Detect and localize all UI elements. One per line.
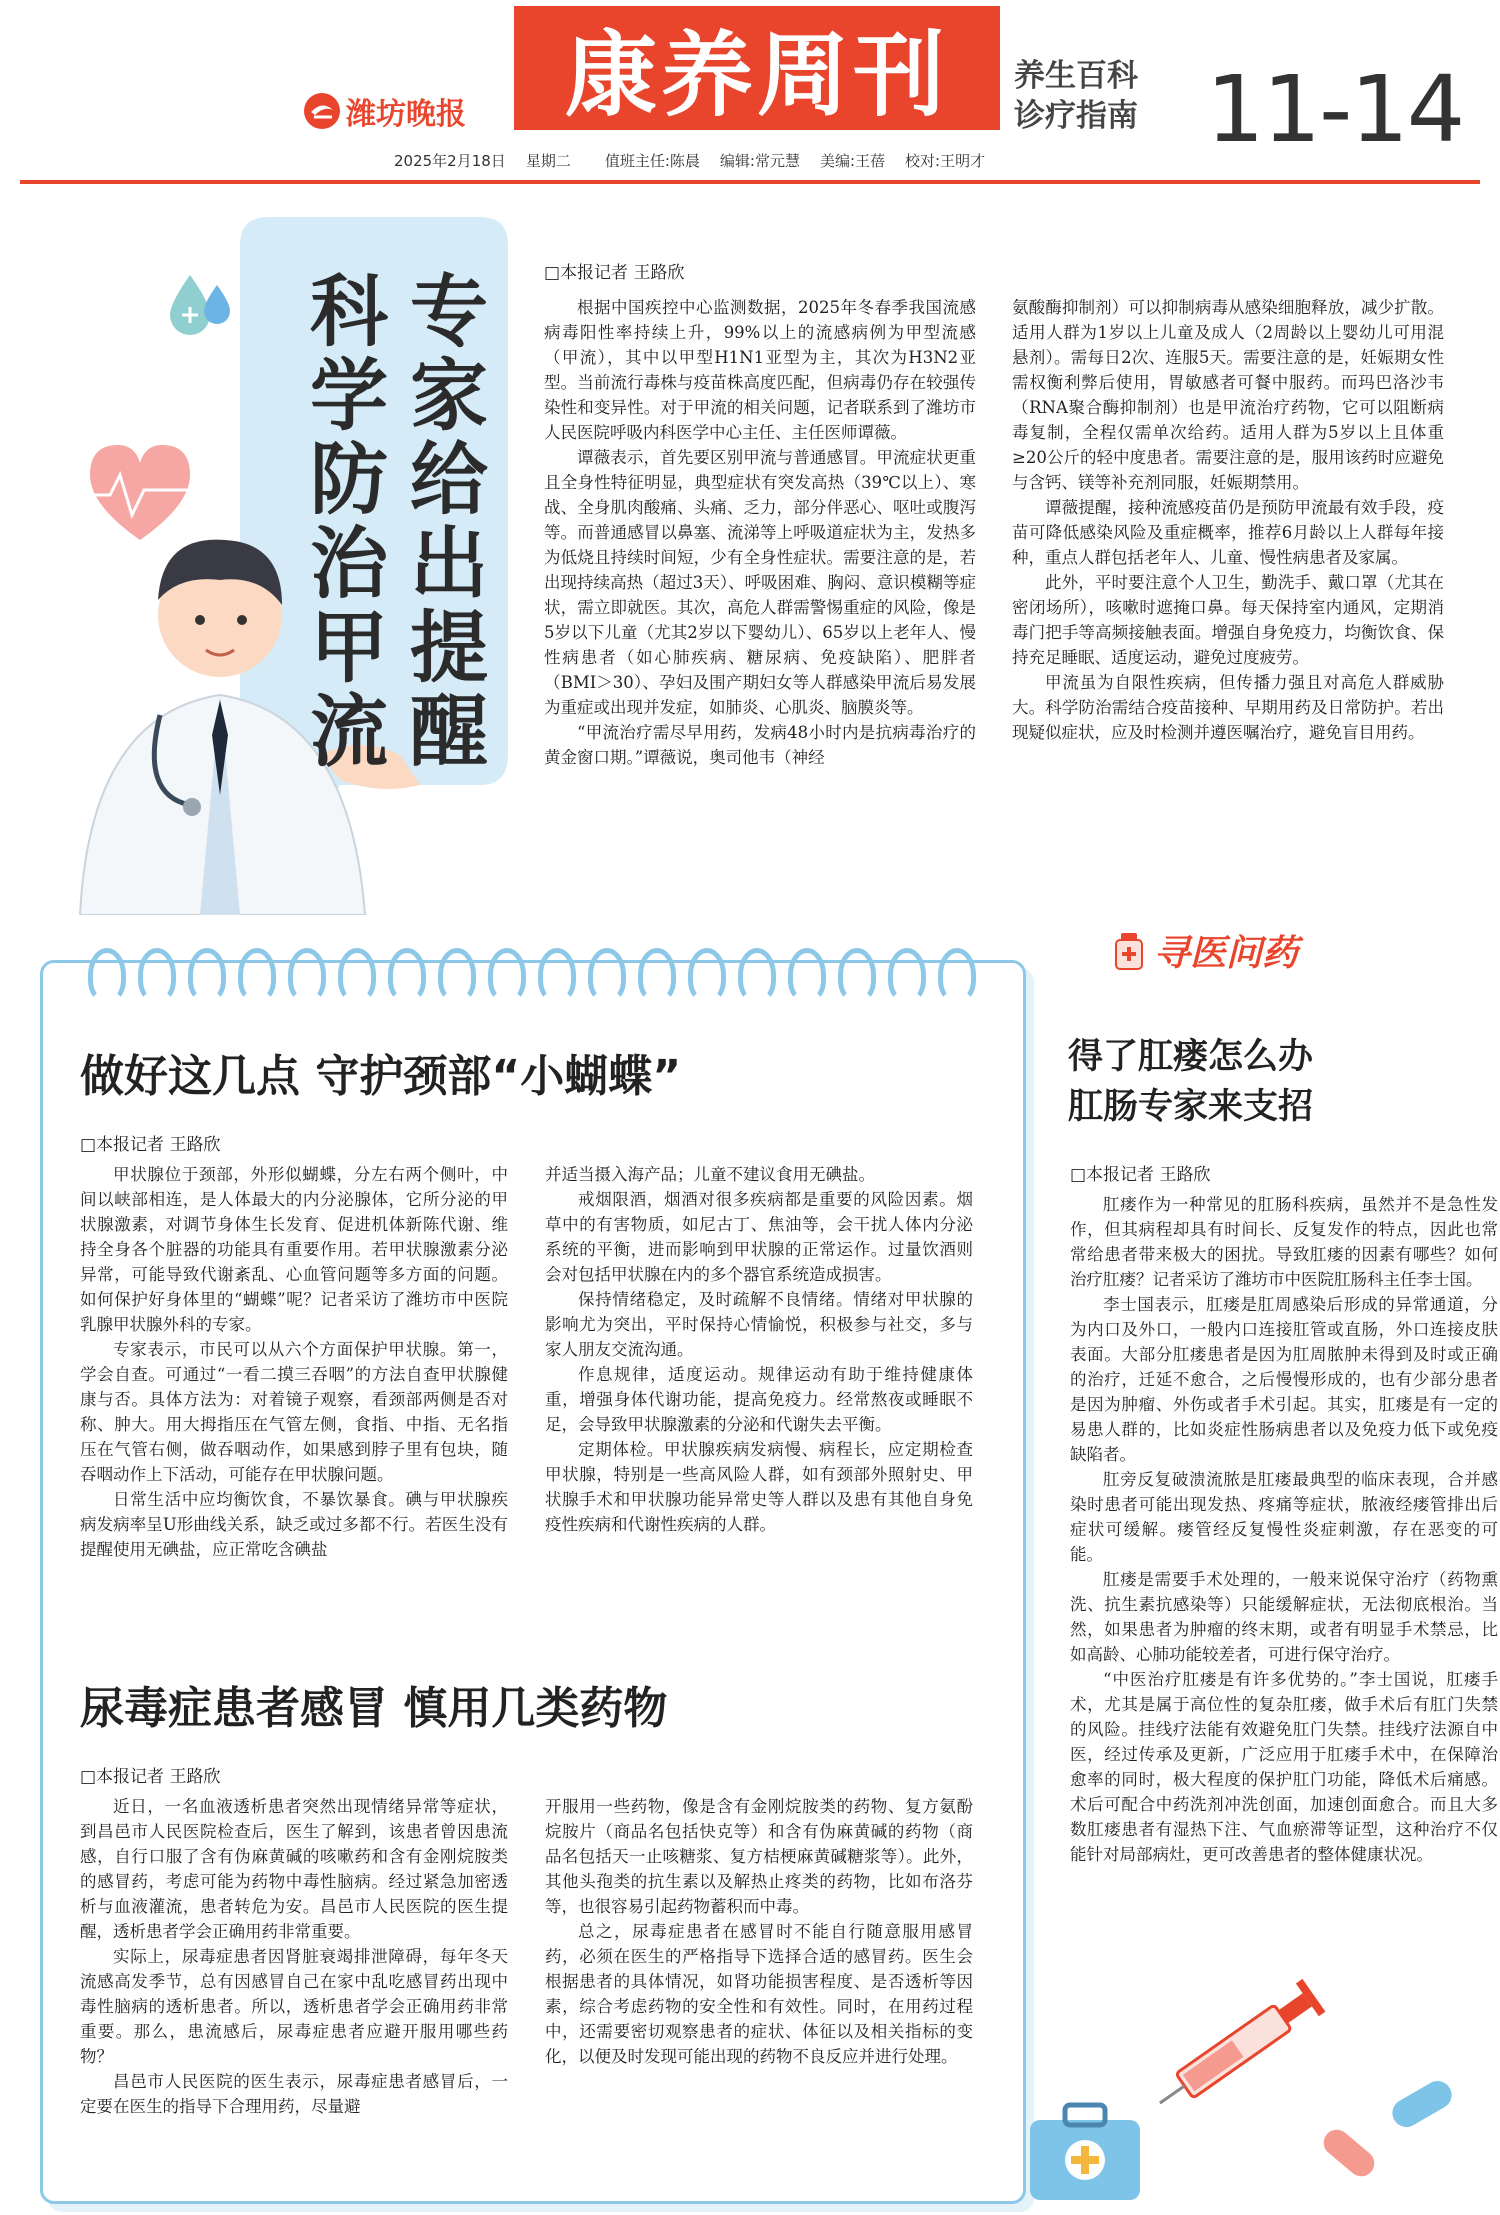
newspaper-logo xyxy=(302,90,466,132)
thyroid-column-2 xyxy=(545,1162,973,1612)
thyroid-column-1 xyxy=(80,1162,508,1612)
notebook-ring xyxy=(838,948,876,1002)
anal-paragraph: 李士国表示，肛瘘是肛周感染后形成的异常通道，分为内口及外口，一般内口连接肛管或直肠，外口连接皮肤表面。大部分肛瘘患者是因为肛周脓肿未得到及时或正确的治疗，迁延不愈合，之后慢慢形成的，也有少部分患者是因为肿瘤、外伤或者手术引起。其实，肛瘘是有一定的易患人群的，比如炎症性肠病患者以及免疫力低下或免疫缺陷者。 xyxy=(1070,1295,1498,1464)
flu-paragraph: 谭薇提醒，接种流感疫苗仍是预防甲流最有效手段，疫苗可降低感染风险及重症概率，推荐6月龄以上人群每年接种，重点人群包括老年人、儿童、慢性病患者及家属。 xyxy=(1012,498,1444,567)
thyroid-paragraph: 专家表示，市民可以从六个方面保护甲状腺。第一，学会自查。可通过“一看二摸三吞咽”的方法自查甲状腺健康与否。具体方法为：对着镜子观察，看颈部两侧是否对称、肿大。用大拇指压在气管左侧，食指、中指、无名指压在气管右侧，做吞咽动作，如果感到脖子里有包块，随吞咽动作上下活动，可能存在甲状腺问题。 xyxy=(80,1340,508,1484)
flu-paragraph: 甲流虽为自限性疾病，但传播力强且对高危人群威胁大。科学防治需结合疫苗接种、早期用药及日常防护。若出现疑似症状，应及时检测并遵医嘱治疗，避免盲目用药。 xyxy=(1012,673,1444,742)
proofreader: 校对:王明才 xyxy=(905,152,986,170)
thyroid-paragraph: 定期体检。甲状腺疾病发病慢、病程长，应定期检查甲状腺，特别是一些高风险人群，如有颈部外照射史、甲状腺手术和甲状腺功能异常史等人群以及患有其他自身免疫性疾病和代谢性疾病的人群。 xyxy=(545,1440,973,1534)
uremia-paragraph: 实际上，尿毒症患者因肾脏衰竭排泄障碍，每年冬天流感高发季节，总有因感冒自己在家中乱吃感冒药出现中毒性脑病的透析患者。所以，透析患者学会正确用药非常重要。那么，患流感后，尿毒症患者应避开服用哪些药物？ xyxy=(80,1947,508,2066)
tagline-line-1: 养生百科 xyxy=(1014,58,1138,94)
anal-paragraph: 肛瘘是需要手术处理的，一般来说保守治疗（药物熏洗、抗生素抗感染等）只能缓解症状，无法彻底根治。当然，如果患者为肿瘤的终末期，或者有明显手术禁忌，比如高龄、心肺功能较差者，可进行保守治疗。 xyxy=(1070,1570,1498,1664)
thyroid-byline: □本报记者 王路欣 xyxy=(80,1135,221,1155)
thyroid-paragraph: 日常生活中应均衡饮食，不暴饮暴食。碘与甲状腺疾病发病率呈U形曲线关系，缺乏或过多都不行。若医生没有提醒使用无碘盐，应正常吃含碘盐 xyxy=(80,1490,508,1559)
uremia-column-1 xyxy=(80,1794,508,2184)
notebook-ring xyxy=(788,948,826,1002)
anal-paragraph: 肛瘘作为一种常见的肛肠科疾病，虽然并不是急性发作，但其病程却具有时间长、反复发作的特点，因此也常常给患者带来极大的困扰。导致肛瘘的因素有哪些？如何治疗肛瘘？记者采访了潍坊市中医院肛肠科主任李士国。 xyxy=(1070,1195,1498,1289)
thyroid-paragraph: 戒烟限酒，烟酒对很多疾病都是重要的风险因素。烟草中的有害物质，如尼古丁、焦油等，会干扰人体内分泌系统的平衡，进而影响到甲状腺的正常运作。过量饮酒则会对包括甲状腺在内的多个器官系统造成损害。 xyxy=(545,1190,973,1284)
uremia-paragraph: 开服用一些药物，像是含有金刚烷胺类的药物、复方氨酚烷胺片（商品名包括快克等）和含有伪麻黄碱的药物（商品名包括天一止咳糖浆、复方桔梗麻黄碱糖浆等）。此外，其他头孢类的抗生素以及解热止疼类的药物，比如布洛芬等，也很容易引起药物蓄积而中毒。 xyxy=(545,1797,973,1916)
issue-weekday: 星期二 xyxy=(525,152,571,170)
anal-byline: □本报记者 王路欣 xyxy=(1070,1165,1211,1185)
notebook-ring xyxy=(88,948,126,1002)
notebook-rings xyxy=(0,0,1500,1)
notebook-ring xyxy=(488,948,526,1002)
flu-paragraph: “甲流治疗需尽早用药，发病48小时内是抗病毒治疗的黄金窗口期。”谭薇说，奥司他韦（神经 xyxy=(544,723,976,767)
notebook-ring xyxy=(938,948,976,1002)
editor-chief: 值班主任:陈晨 xyxy=(604,152,700,170)
tagline xyxy=(1014,56,1138,136)
uremia-column-2 xyxy=(545,1794,973,2184)
medicine-bottle-icon xyxy=(1112,931,1146,971)
notebook-ring xyxy=(638,948,676,1002)
flu-title xyxy=(262,270,492,830)
masthead xyxy=(0,0,1500,185)
uremia-byline: □本报记者 王路欣 xyxy=(80,1767,221,1787)
flu-paragraph: 氨酸酶抑制剂）可以抑制病毒从感染细胞释放，减少扩散。适用人群为1岁以上儿童及成人（2周龄以上婴幼儿可用混悬剂）。需每日2次、连服5天。需要注意的是，妊娠期女性需权衡利弊后使用，胃敏感者可餐中服药。而玛巴洛沙韦（RNA聚合酶抑制剂）也是甲流治疗药物，它可以阻断病毒复制，全程仅需单次给药。适用人群为5岁以上且体重≥20公斤的轻中度患者。需要注意的是，服用该药时应避免与含钙、镁等补充剂同服，妊娠期禁用。 xyxy=(1012,298,1444,492)
column-label-text: 寻医问药 xyxy=(1154,933,1299,974)
banner-title: 康养周刊 xyxy=(564,22,949,129)
notebook-ring xyxy=(138,948,176,1002)
anal-title-line-1: 得了肛瘘怎么办 xyxy=(1068,1036,1314,1077)
anal-title xyxy=(1068,1032,1313,1132)
uremia-paragraph: 总之，尿毒症患者在感冒时不能自行随意服用感冒药，必须在医生的严格指导下选择合适的感冒药。医生会根据患者的具体情况，如肾功能损害程度、是否透析等因素，综合考虑药物的安全性和有效性。同时，在用药过程中，还需要密切观察患者的症状、体征以及相关指标的变化，以便及时发现可能出现的药物不良反应并进行处理。 xyxy=(545,1922,973,2066)
anal-paragraph: 肛旁反复破溃流脓是肛瘘最典型的临床表现，合并感染时患者可能出现发热、疼痛等症状，脓液经瘘管排出后症状可缓解。瘘管经反复慢性炎症刺激，存在恶变的可能。 xyxy=(1070,1470,1498,1564)
thyroid-paragraph: 作息规律，适度运动。规律运动有助于维持健康体重，增强身体代谢功能，提高免疫力。经常熬夜或睡眠不足，会导致甲状腺激素的分泌和代谢失去平衡。 xyxy=(545,1365,973,1434)
notebook-ring xyxy=(438,948,476,1002)
masthead-info xyxy=(394,150,985,171)
newspaper-logo-text: 潍坊晚报 xyxy=(346,97,466,132)
masthead-divider xyxy=(20,180,1480,184)
medical-decoration-art xyxy=(990,1970,1490,2210)
notebook-ring xyxy=(538,948,576,1002)
art-editor: 美编:王蓓 xyxy=(819,152,886,170)
medical-decoration xyxy=(990,1970,1490,2210)
notebook-ring xyxy=(288,948,326,1002)
notebook-ring xyxy=(738,948,776,1002)
issue-date: 2025年2月18日 xyxy=(394,152,506,170)
page-number: 11-14 xyxy=(1206,56,1464,163)
notebook-ring xyxy=(188,948,226,1002)
editor: 编辑:常元慧 xyxy=(719,152,800,170)
notebook-ring xyxy=(338,948,376,1002)
notebook-ring xyxy=(688,948,726,1002)
medical-kit-icon xyxy=(1030,2105,1140,2200)
thyroid-paragraph: 甲状腺位于颈部，外形似蝴蝶，分左右两个侧叶，中间以峡部相连，是人体最大的内分泌腺体，它所分泌的甲状腺激素，对调节身体生长发育、促进机体新陈代谢、维持全身各个脏器的功能具有重要作用。若甲状腺激素分泌异常，可能导致代谢紊乱、心血管问题等多方面的问题。如何保护好身体里的“蝴蝶”呢？记者采访了潍坊市中医院乳腺甲状腺外科的专家。 xyxy=(80,1165,508,1334)
flu-column-1 xyxy=(544,295,976,855)
banner-title-box xyxy=(514,6,1000,130)
newspaper-logo-icon xyxy=(302,91,342,131)
notebook-ring xyxy=(388,948,426,1002)
flu-title-line-2: 科学防治甲流 xyxy=(297,270,387,774)
column-label xyxy=(1112,925,1298,976)
syringe-icon xyxy=(1148,1979,1325,2120)
notebook-ring xyxy=(588,948,626,1002)
flu-title-line-1: 专家给出提醒 xyxy=(397,270,487,774)
flu-paragraph: 根据中国疾控中心监测数据，2025年冬春季我国流感病毒阳性率持续上升，99%以上的流感病例为甲型流感（甲流），其中以甲型H1N1亚型为主，其次为H3N2亚型。当前流行毒株与疫苗株高度匹配，但病毒仍存在较强传染性和变异性。对于甲流的相关问题，记者联系到了潍坊市人民医院呼吸内科医学中心主任、主任医师谭薇。 xyxy=(544,298,976,442)
anal-column xyxy=(1070,1192,1498,1962)
flu-column-2 xyxy=(1012,295,1444,855)
uremia-paragraph: 近日，一名血液透析患者突然出现情绪异常等症状，到昌邑市人民医院检查后，医生了解到，该患者曾因患流感，自行口服了含有伪麻黄碱的咳嗽药和含有金刚烷胺类的感冒药，考虑可能为药物中毒性脑病。经过紧急加密透析与血液灌流，患者转危为安。昌邑市人民医院的医生提醒，透析患者学会正确用药非常重要。 xyxy=(80,1797,508,1941)
notebook-ring xyxy=(888,948,926,1002)
uremia-title: 尿毒症患者感冒 慎用几类药物 xyxy=(80,1683,668,1734)
thyroid-title: 做好这几点 守护颈部“小蝴蝶” xyxy=(80,1051,682,1102)
flu-paragraph: 此外，平时要注意个人卫生，勤洗手、戴口罩（尤其在密闭场所），咳嗽时遮掩口鼻。每天保持室内通风，定期消毒门把手等高频接触表面。增强自身免疫力，均衡饮食、保持充足睡眠、适度运动，避免过度疲劳。 xyxy=(1012,573,1444,667)
thyroid-paragraph: 保持情绪稳定，及时疏解不良情绪。情绪对甲状腺的影响尤为突出，平时保持心情愉悦，积极参与社交，多与家人朋友交流沟通。 xyxy=(545,1290,973,1359)
thyroid-paragraph: 并适当摄入海产品；儿童不建议食用无碘盐。 xyxy=(545,1165,875,1184)
flu-paragraph: 谭薇表示，首先要区别甲流与普通感冒。甲流症状更重且全身性特征明显，典型症状有突发高热（39℃以上）、寒战、全身肌肉酸痛、头痛、乏力，部分伴恶心、呕吐或腹泻等。而普通感冒以鼻塞、流涕等上呼吸道症状为主，发热多为低烧且持续时间短，少有全身性症状。需要注意的是，若出现持续高热（超过3天）、呼吸困难、胸闷、意识模糊等症状，需立即就医。其次，高危人群需警惕重症的风险，像是5岁以下儿童（尤其2岁以下婴幼儿）、65岁以上老年人、慢性病患者（如心肺疾病、糖尿病、免疫缺陷）、肥胖者（BMI＞30）、孕妇及围产期妇女等人群感染甲流后易发展为重症或出现并发症，如肺炎、心肌炎、脑膜炎等。 xyxy=(544,448,976,717)
uremia-paragraph: 昌邑市人民医院的医生表示，尿毒症患者感冒后，一定要在医生的指导下合理用药，尽量避 xyxy=(80,2072,508,2116)
notebook-ring xyxy=(238,948,276,1002)
pill-icon xyxy=(1318,2076,1456,2182)
flu-byline: □本报记者 王路欣 xyxy=(544,263,685,283)
tagline-line-2: 诊疗指南 xyxy=(1014,98,1138,134)
anal-paragraph: “中医治疗肛瘘是有许多优势的。”李士国说，肛瘘手术，尤其是属于高位性的复杂肛瘘，做手术后有肛门失禁的风险。挂线疗法能有效避免肛门失禁。挂线疗法源自中医，经过传承及更新，广泛应用于肛瘘手术中，在保障治愈率的同时，极大程度的保护肛门功能，降低术后痛感。术后可配合中药洗剂冲洗创面，加速创面愈合。而且大多数肛瘘患者有湿热下注、气血瘀滞等证型，这种治疗不仅能针对局部病灶，更可改善患者的整体健康状况。 xyxy=(1070,1670,1498,1864)
anal-title-line-2: 肛肠专家来支招 xyxy=(1068,1086,1314,1127)
